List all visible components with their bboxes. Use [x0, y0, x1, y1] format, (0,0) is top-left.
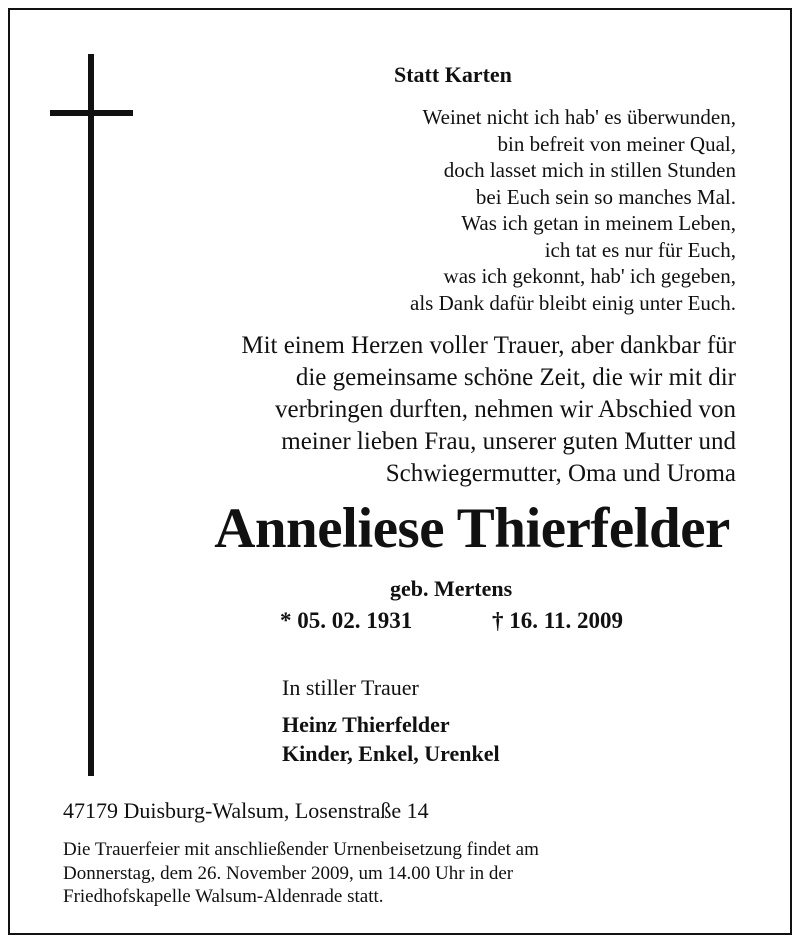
- intro-line: die gemeinsame schöne Zeit, die wir mit dir: [295, 364, 736, 391]
- poem-line: ich tat es nur für Euch,: [544, 237, 736, 262]
- poem-line: Weinet nicht ich hab' es überwunden,: [422, 105, 736, 129]
- birth-date: 05. 02. 1931: [297, 608, 413, 633]
- poem-line: bei Euch sein so manches Mal.: [475, 184, 736, 209]
- death-symbol: †: [492, 608, 504, 633]
- intro-line: verbringen durften, nehmen wir Abschied von: [275, 396, 736, 423]
- ceremony-line: Friedhofskapelle Walsum-Aldenrade statt.: [63, 886, 384, 907]
- mourning-text: In stiller Trauer: [282, 675, 419, 700]
- death-date-group: [492, 608, 623, 634]
- poem-line: was ich gekonnt, hab' ich gegeben,: [443, 264, 736, 288]
- cross-icon-bar: [50, 110, 133, 116]
- death-date: 16. 11. 2009: [509, 608, 623, 633]
- poem-line: als Dank dafür bleibt einig unter Euch.: [410, 290, 736, 315]
- ceremony-line: Donnerstag, dem 26. November 2009, um 14.00 Uhr in der: [63, 862, 514, 884]
- obituary-card: [8, 8, 792, 935]
- signer-line: Kinder, Enkel, Urenkel: [282, 741, 500, 766]
- intro-line: Mit einem Herzen voller Trauer, aber dankbar für: [241, 332, 736, 359]
- poem-line: doch lasset mich in stillen Stunden: [443, 158, 736, 182]
- signer-line: Heinz Thierfelder: [282, 712, 450, 737]
- heading: Statt Karten: [394, 62, 512, 87]
- poem-line: Was ich getan in meinem Leben,: [461, 211, 736, 235]
- birth-symbol: *: [280, 608, 292, 633]
- intro-line: meiner lieben Frau, unserer guten Mutter und: [281, 428, 736, 455]
- ceremony-info: [63, 838, 539, 909]
- life-dates: [280, 608, 623, 634]
- address: 47179 Duisburg-Walsum, Losenstraße 14: [63, 798, 429, 823]
- poem-line: bin befreit von meiner Qual,: [497, 131, 736, 156]
- maiden-name: geb. Mertens: [390, 576, 513, 601]
- intro-text: [241, 330, 736, 490]
- deceased-name: Anneliese Thierfelder: [214, 497, 730, 560]
- signers: [282, 710, 500, 768]
- cross-icon: [88, 54, 94, 776]
- intro-line: Schwiegermutter, Oma und Uroma: [385, 460, 736, 487]
- poem: [410, 104, 736, 316]
- ceremony-line: Die Trauerfeier mit anschließender Urnenbeisetzung findet am: [63, 839, 539, 860]
